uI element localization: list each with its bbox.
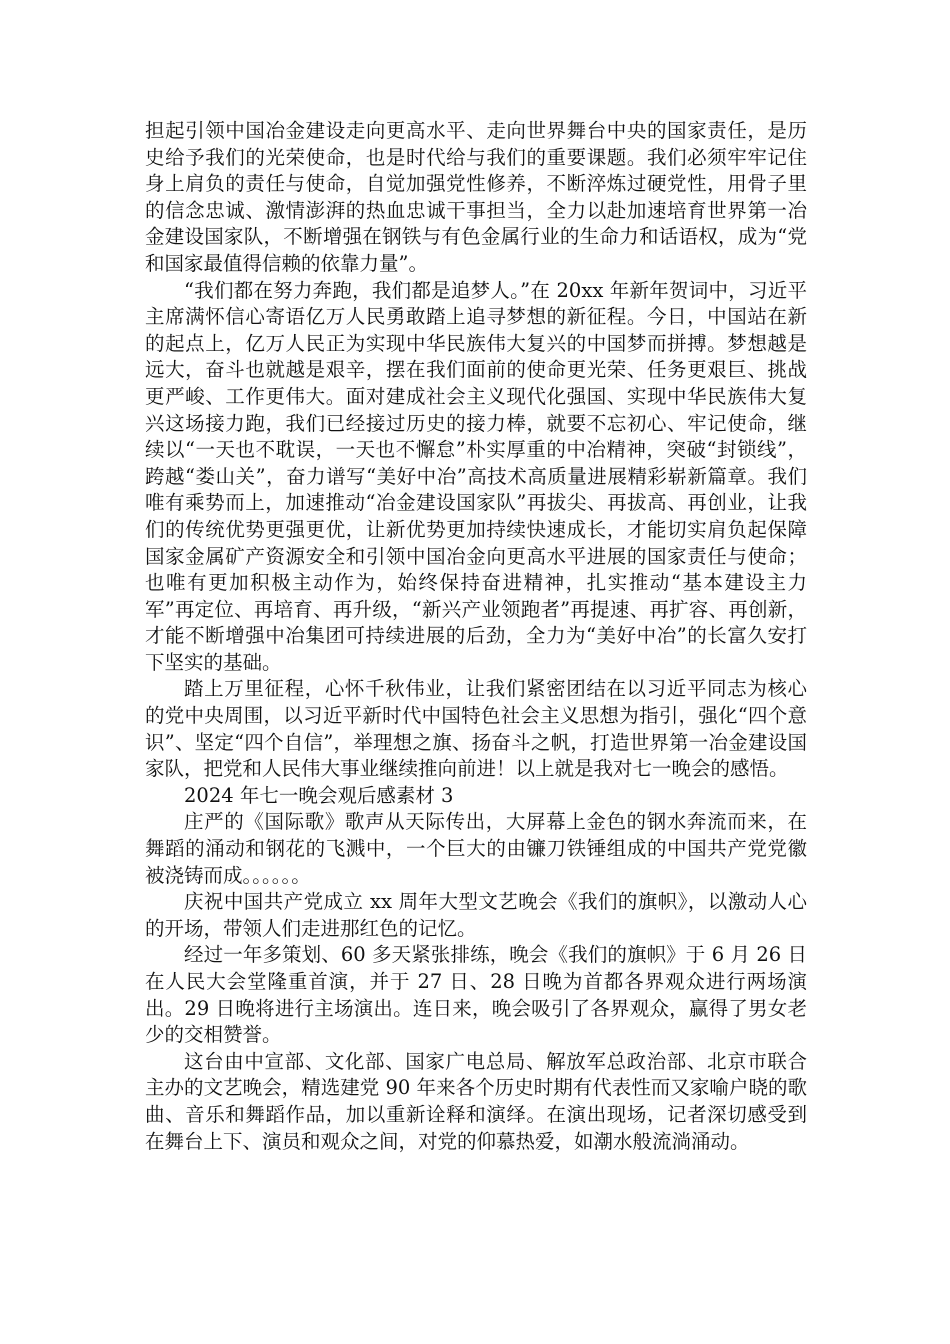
paragraph-2: “我们都在努力奔跑，我们都是追梦人。”在 20xx 年新年贺词中，习近平主席满怀信心寄语亿万人民勇敢踏上追寻梦想的新征程。今日，中国站在新的起点上，亿万人民正为实现中华民族伟大复兴的中国梦而拼搏。梦想越是远大，奋斗也就越是艰辛，摆在我们面前的使命更光荣、任务更艰巨、挑战更严峻、工作更伟大。面对建成社会主义现代化强国、实现中华民族伟大复兴这场接力跑，我们已经接过历史的接力棒，就要不忘初心、牢记使命，继续以“一天也不耽误，一天也不懈怠”朴实厚重的中冶精神，突破“封锁线”，跨越“娄山关”，奋力谱写“美好中冶”高技术高质量进展精彩崭新篇章。我们唯有乘势而上，加速推动“冶金建设国家队”再拔尖、再拔高、再创业，让我们的传统优势更强更优，让新优势更加持续快速成长，才能切实肩负起保障国家金属矿产资源安全和引领中国冶金向更高水平进展的国家责任与使命；也唯有更加积极主动作为，始终保持奋进精神，扎实推动“基本建设主力军”再定位、再培育、再升级，“新兴产业领跑者”再提速、再扩容、再创新，才能不断增强中冶集团可持续进展的后劲，全力为“美好中冶”的长富久安打下坚实的基础。 <box>145 278 807 674</box>
paragraph-4: 庄严的《国际歌》歌声从天际传出，大屏幕上金色的钢水奔流而来，在舞蹈的涌动和钢花的飞溅中，一个巨大的由镰刀铁锤组成的中国共产党党徽被浇铸而成。。。。。。 <box>145 810 807 887</box>
paragraph-3: 踏上万里征程，心怀千秋伟业，让我们紧密团结在以习近平同志为核心的党中央周围，以习近平新时代中国特色社会主义思想为指引，强化“四个意识”、坚定“四个自信”，举理想之旗、扬奋斗之帆，打造世界第一冶金建设国家队，把党和人民伟大事业继续推向前进！以上就是我对七一晚会的感悟。 <box>145 677 807 781</box>
paragraph-7: 这台由中宣部、文化部、国家广电总局、解放军总政治部、北京市联合主办的文艺晚会，精选建党 90 年来各个历史时期有代表性而又家喻户晓的歌曲、音乐和舞蹈作品，加以重新诠释和演绎。在演出现场，记者深切感受到在舞台上下、演员和观众之间，对党的仰慕热爱，如潮水般流淌涌动。 <box>145 1049 807 1153</box>
section-heading: 2024 年七一晚会观后感素材 3 <box>184 783 454 807</box>
paragraph-6: 经过一年多策划、60 多天紧张排练，晚会《我们的旗帜》于 6 月 26 日在人民大会堂隆重首演，并于 27 日、28 日晚为首都各界观众进行两场演出。29 日晚将进行主场演出。连日来，晚会吸引了各界观众，赢得了男女老少的交相赞誉。 <box>145 943 807 1047</box>
paragraph-1: 担起引领中国冶金建设走向更高水平、走向世界舞台中央的国家责任，是历史给予我们的光荣使命，也是时代给与我们的重要课题。我们必须牢牢记住身上肩负的责任与使命，自觉加强党性修养，不断淬炼过硬党性，用骨子里的信念忠诚、激情澎湃的热血忠诚干事担当，全力以赴加速培育世界第一冶金建设国家队，不断增强在钢铁与有色金属行业的生命力和话语权，成为“党和国家最值得信赖的依靠力量”。 <box>145 119 807 275</box>
document-body <box>145 118 807 1155</box>
paragraph-5: 庆祝中国共产党成立 xx 周年大型文艺晚会《我们的旗帜》，以激动人心的开场，带领人们走进那红色的记忆。 <box>145 890 807 940</box>
